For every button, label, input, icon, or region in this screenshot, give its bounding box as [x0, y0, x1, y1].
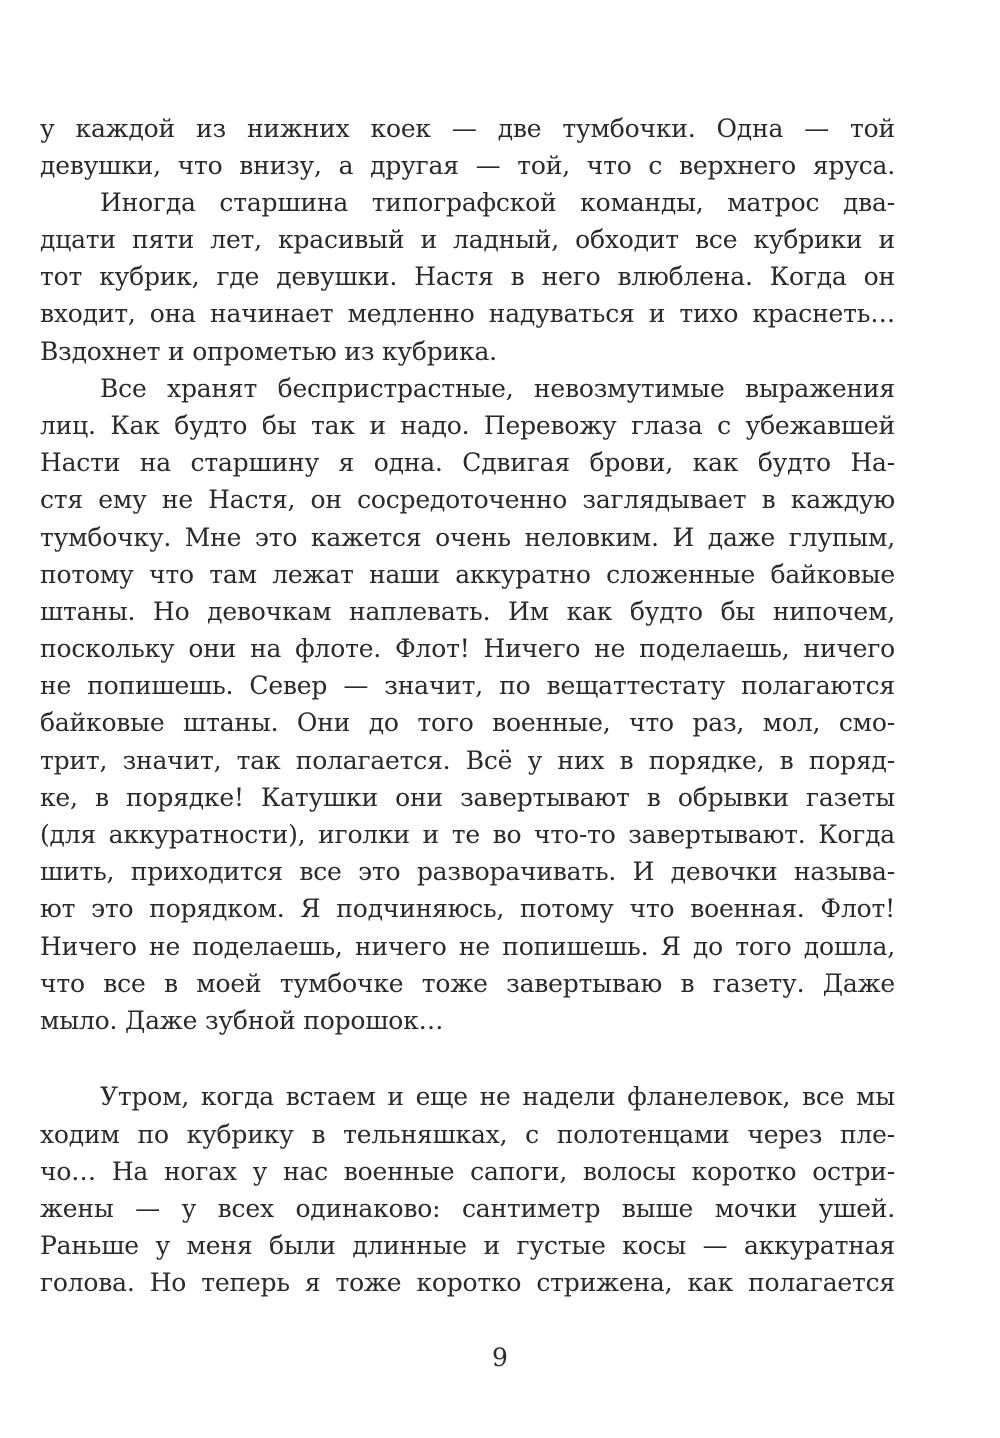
text-line: (для аккуратности), иголки и те во что-то завертывают. Когда: [40, 820, 895, 849]
text-line: дцати пяти лет, красивый и ладный, обходит все кубрики и: [40, 225, 895, 254]
text-line: Иногда старшина типографской команды, матрос два-: [100, 188, 895, 217]
text-line: жены — у всех одинаково: сантиметр выше мочки ушей.: [40, 1194, 895, 1223]
text-line: не попишешь. Север — значит, по вещаттестату полагаются: [40, 671, 895, 700]
text-line: ке, в порядке! Катушки они завертывают в обрывки газеты: [40, 783, 895, 812]
text-line: девушки, что внизу, а другая — той, что с верхнего яруса.: [40, 151, 895, 180]
text-line: у каждой из нижних коек — две тумбочки. Одна — той: [40, 114, 895, 143]
text-line: лиц. Как будто бы так и надо. Перевожу глаза с убежавшей: [40, 411, 895, 440]
text-line: ходим по кубрику в тельняшках, с полотенцами через пле-: [40, 1120, 895, 1149]
text-line: Утром, когда встаем и еще не надели фланелевок, все мы: [100, 1082, 895, 1111]
text-line: стя ему не Настя, он сосредоточенно заглядывает в каждую: [40, 485, 895, 514]
text-line: тумбочку. Мне это кажется очень неловким. И даже глупым,: [40, 523, 895, 552]
text-line: ют это порядком. Я подчиняюсь, потому что военная. Флот!: [40, 894, 895, 923]
text-line: чо… На ногах у нас военные сапоги, волосы коротко остри-: [40, 1157, 895, 1186]
text-line: тот кубрик, где девушки. Настя в него влюблена. Когда он: [40, 262, 895, 291]
text-line: Вздохнет и опрометью из кубрика.: [40, 337, 497, 366]
text-line: Раньше у меня были длинные и густые косы — аккуратная: [40, 1231, 895, 1260]
page-number: 9: [492, 1343, 508, 1372]
text-line: Все хранят беспристрастные, невозмутимые выражения: [100, 374, 895, 403]
text-line: штаны. Но девочкам наплевать. Им как будто бы нипочем,: [40, 597, 895, 626]
text-line: потому что там лежат наши аккуратно сложенные байковые: [40, 560, 895, 589]
text-line: трит, значит, так полагается. Всё у них в порядке, в поряд-: [40, 746, 895, 775]
text-line: байковые штаны. Они до того военные, что раз, мол, смо-: [40, 708, 895, 737]
text-line: Насти на старшину я одна. Сдвигая брови, как будто На-: [40, 448, 895, 477]
text-line: поскольку они на флоте. Флот! Ничего не поделаешь, ничего: [40, 634, 895, 663]
text-line: голова. Но теперь я тоже коротко стрижена, как полагается: [40, 1268, 895, 1297]
text-line: шить, приходится все это разворачивать. И девочки называ-: [40, 857, 895, 886]
text-line: что все в моей тумбочке тоже завертываю в газету. Даже: [40, 969, 895, 998]
text-line: входит, она начинает медленно надуваться и тихо краснеть…: [40, 299, 895, 328]
text-line: Ничего не поделаешь, ничего не попишешь. Я до того дошла,: [40, 932, 895, 961]
text-line: мыло. Даже зубной порошок…: [40, 1006, 444, 1035]
